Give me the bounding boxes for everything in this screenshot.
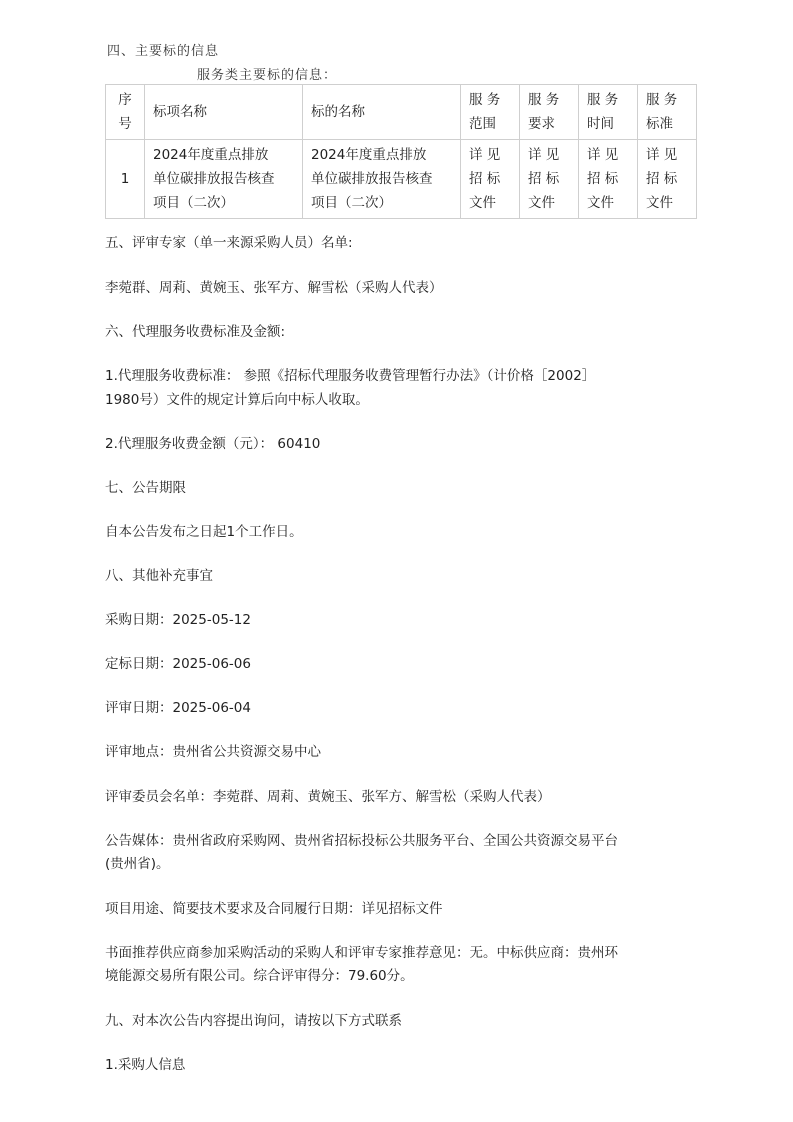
- announcement-media-line1: 公告媒体：贵州省政府采购网、贵州省招标投标公共服务平台、全国公共资源交易平台: [105, 833, 618, 849]
- section9-purchaser-info: 1.采购人信息: [105, 1057, 186, 1073]
- header-target-name: 标的名称: [303, 85, 461, 140]
- section7-title: 七、公告期限: [105, 480, 186, 496]
- header-requirement: 服 务 要求: [520, 85, 579, 140]
- section6-fee-standard-line2: 1980号）文件的规定计算后向中标人收取。: [105, 392, 369, 408]
- section9-title: 九、对本次公告内容提出询问，请按以下方式联系: [105, 1013, 402, 1029]
- section5-title: 五、评审专家（单一来源采购人员）名单:: [105, 235, 353, 251]
- cell-standard: 详 见 招 标 文件: [638, 140, 697, 219]
- review-committee: 评审委员会名单：李菀群、周莉、黄婉玉、张军方、解雪松（采购人代表）: [105, 789, 551, 805]
- section6-fee-amount: 2.代理服务收费金额（元）： 60410: [105, 436, 321, 452]
- header-time: 服 务 时间: [579, 85, 638, 140]
- section5-names: 李菀群、周莉、黄婉玉、张军方、解雪松（采购人代表）: [105, 280, 443, 296]
- section6-title: 六、代理服务收费标准及金额:: [105, 324, 286, 340]
- purchase-date: 采购日期：2025-05-12: [105, 612, 251, 628]
- award-date: 定标日期：2025-06-06: [105, 656, 251, 672]
- main-subject-table: [105, 84, 697, 219]
- section4-title: 四、主要标的信息: [107, 44, 220, 59]
- table-row: [106, 140, 697, 219]
- cell-target-name: 2024年度重点排放 单位碳排放报告核查 项目（二次）: [303, 140, 461, 219]
- header-standard: 服 务 标准: [638, 85, 697, 140]
- announcement-media-line2: (贵州省)。: [105, 856, 170, 872]
- cell-scope: 详 见 招 标 文件: [461, 140, 520, 219]
- header-item-name: 标项名称: [145, 85, 303, 140]
- cell-time: 详 见 招 标 文件: [579, 140, 638, 219]
- recommendation-line2: 境能源交易所有限公司。综合评审得分：79.60分。: [105, 968, 414, 984]
- table-header-row: [106, 85, 697, 140]
- review-date: 评审日期：2025-06-04: [105, 700, 251, 716]
- cell-seq: 1: [106, 140, 145, 219]
- section8-title: 八、其他补充事宜: [105, 568, 213, 584]
- cell-requirement: 详 见 招 标 文件: [520, 140, 579, 219]
- project-purpose: 项目用途、简要技术要求及合同履行日期：详见招标文件: [105, 901, 443, 917]
- header-scope: 服 务 范围: [461, 85, 520, 140]
- recommendation-line1: 书面推荐供应商参加采购活动的采购人和评审专家推荐意见：无。中标供应商：贵州环: [105, 945, 618, 961]
- cell-item-name: 2024年度重点排放 单位碳排放报告核查 项目（二次）: [145, 140, 303, 219]
- header-seq: 序 号: [106, 85, 145, 140]
- review-place: 评审地点：贵州省公共资源交易中心: [105, 744, 321, 760]
- section6-fee-standard-line1: 1.代理服务收费标准： 参照《招标代理服务收费管理暂行办法》（计价格［2002］: [105, 368, 596, 384]
- section4-subtitle: 服务类主要标的信息：: [197, 68, 338, 83]
- section7-text: 自本公告发布之日起1个工作日。: [105, 524, 303, 540]
